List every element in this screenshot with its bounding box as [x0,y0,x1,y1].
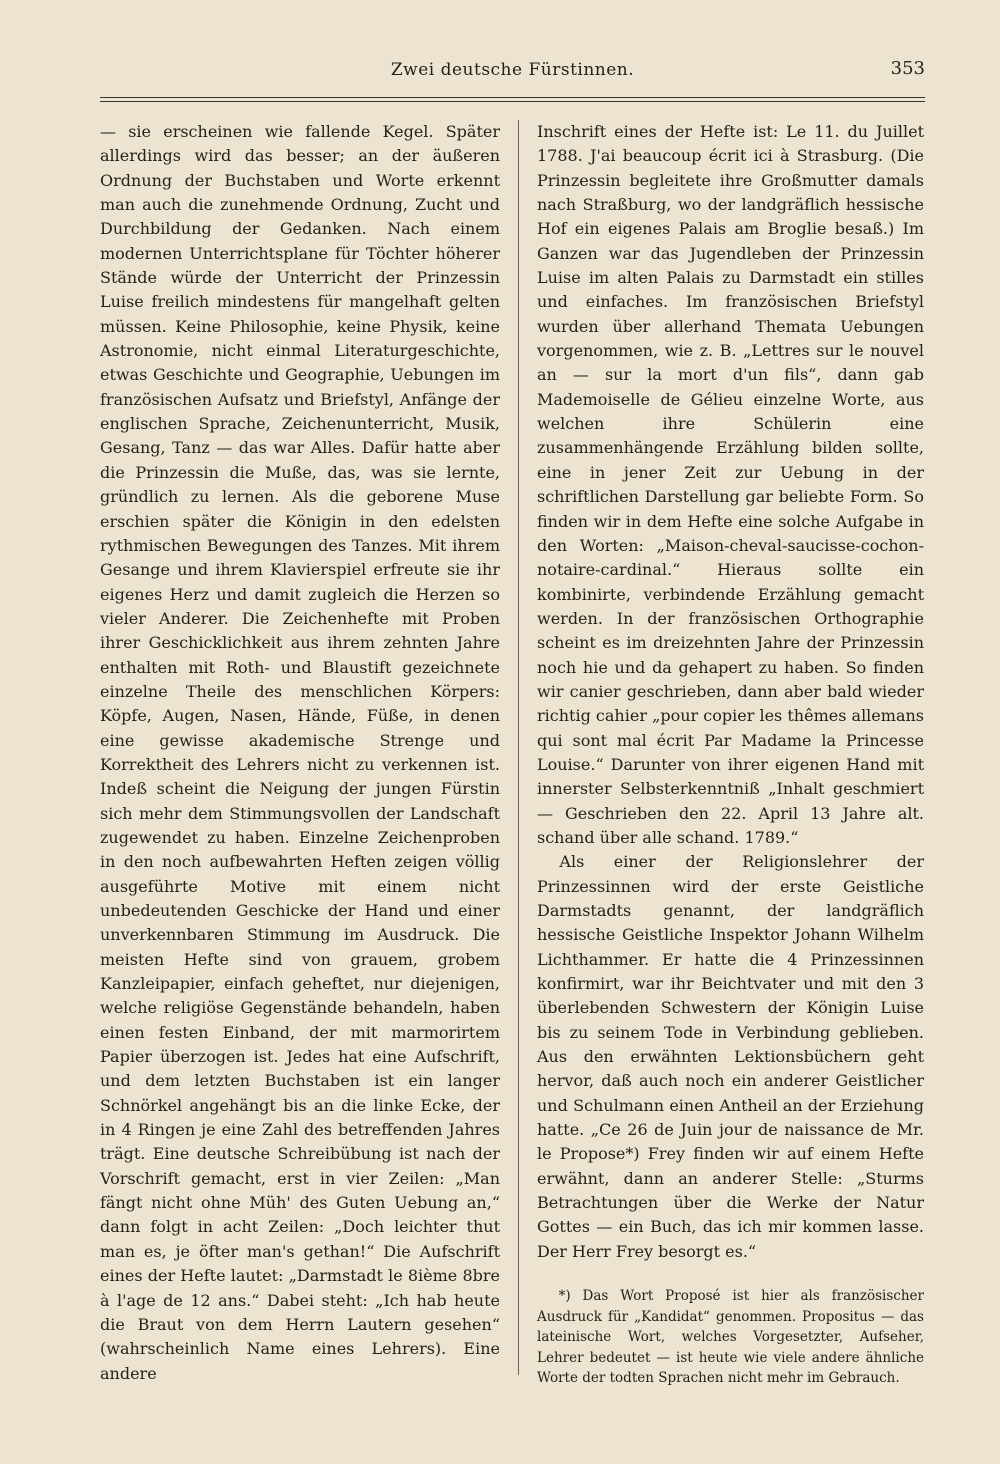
header-rule [100,97,925,102]
right-column [537,120,924,1389]
column-divider [518,120,519,1375]
right-paragraph-2: Als einer der Religionslehrer der Prinzessinnen wird der erste Geistliche Darmstadts genannt, der landgräflich hessische Geistliche Inspektor Johann Wilhelm Lichthammer. Er hatte die 4 Prinzessinnen konfirmirt, war ihr Beichtvater und mit den 3 überlebenden Schwestern der Königin Luise bis zu seinem Tode in Verbindung geblieben. Aus den erwähnten Lektionsbüchern geht hervor, daß auch noch ein anderer Geistlicher und Schulmann einen Antheil an der Erziehung hatte. „Ce 26 de Juin jour de naissance de Mr. le Propose*) Frey finden wir auf einem Hefte erwähnt, dann an anderer Stelle: „Sturms Betrachtungen über die Werke der Natur Gottes — ein Buch, das ich mir kommen lasse. Der Herr Frey besorgt es.“ [537,852,924,1261]
footnote: *) Das Wort Proposé ist hier als französischer Ausdruck für „Kandidat“ genommen. Propositus — das lateinische Wort, welches Vorgesetzter, Aufseher, Lehrer bedeutet — ist heute wie viele andere ähnliche Worte der todten Sprachen nicht mehr im Gebrauch. [537,1288,924,1387]
running-title: Zwei deutsche Fürstinnen. [390,60,635,80]
page-number: 353 [890,58,925,79]
left-paragraph: — sie erscheinen wie fallende Kegel. Später allerdings wird das besser; an der äußeren Ordnung der Buchstaben und Worte erkennt man auch die zunehmende Ordnung, Zucht und Durchbildung der Gedanken. Nach einem modernen Unterrichtsplane für Töchter höherer Stände würde der Unterricht der Prinzessin Luise freilich mindestens für mangelhaft gelten müssen. Keine Philosophie, keine Physik, keine Astronomie, nicht einmal Literaturgeschichte, etwas Geschichte und Geographie, Uebungen im französischen Aufsatz und Briefstyl, Anfänge der englischen Sprache, Zeichenunterricht, Musik, Gesang, Tanz — das war Alles. Dafür hatte aber die Prinzessin die Muße, das, was sie lernte, gründlich zu lernen. Als die geborene Muse erschien später die Königin in den edelsten rythmischen Bewegungen des Tanzes. Mit ihrem Gesange und ihrem Klavierspiel erfreute sie ihr eigenes Herz und damit zugleich die Herzen so vieler Anderer. Die Zeichenhefte mit Proben ihrer Geschicklichkeit aus ihrem zehnten Jahre enthalten mit Roth- und Blaustift gezeichnete einzelne Theile des menschlichen Körpers: Köpfe, Augen, Nasen, Hände, Füße, in denen eine gewisse akademische Strenge und Korrektheit des Lehrers nicht zu verkennen ist. Indeß scheint die Neigung der jungen Fürstin sich mehr dem Stimmungsvollen der Landschaft zugewendet zu haben. Einzelne Zeichenproben in den noch aufbewahrten Heften zeigen völlig ausgeführte Motive mit einem nicht unbedeutenden Geschicke der Hand und einer unverkennbaren Stimmung im Ausdruck. Die meisten Hefte sind von grauem, grobem Kanzleipapier, einfach geheftet, nur diejenigen, welche religiöse Gegenstände behandeln, haben einen festen Einband, der mit marmorirtem Papier überzogen ist. Jedes hat eine Aufschrift, und dem letzten Buchstaben ist ein langer Schnörkel angehängt bis an die linke Ecke, der in 4 Ringen je eine Zahl des betreffenden Jahres trägt. Eine deutsche Schreibübung ist nach der Vorschrift gemacht, erst in vier Zeilen: „Man fängt nicht ohne Müh' des Guten Uebung an,“ dann folgt in acht Zeilen: „Doch leichter thut man es, je öfter man's gethan!“ Die Aufschrift eines der Hefte lautet: „Darmstadt le 8ième 8bre à l'age de 12 ans.“ Dabei steht: „Ich hab heute die Braut von dem Herrn Lautern gesehen“ (wahrscheinlich Name eines Lehrers). Eine andere [100,122,500,1383]
right-paragraph-1: Inschrift eines der Hefte ist: Le 11. du Juillet 1788. J'ai beaucoup écrit ici à Strasburg. (Die Prinzessin begleitete ihre Großmutter damals nach Straßburg, wo der landgräflich hessische Hof ein eigenes Palais am Broglie besaß.) Im Ganzen war das Jugendleben der Prinzessin Luise im alten Palais zu Darmstadt ein stilles und einfaches. Im französischen Briefstyl wurden über allerhand Themata Uebungen vorgenommen, wie z. B. „Lettres sur le nouvel an — sur la mort d'un fils“, dann gab Mademoiselle de Gélieu einzelne Worte, aus welchen ihre Schülerin eine zusammenhängende Erzählung bilden sollte, eine in jener Zeit zur Uebung in der schriftlichen Darstellung gar beliebte Form. So finden wir in dem Hefte eine solche Aufgabe in den Worten: „Maison-cheval-saucisse-cochon-notaire-cardinal.“ Hieraus sollte ein kombinirte, verbindende Erzählung gemacht werden. In der französischen Orthographie scheint es im dreizehnten Jahre der Prinzessin noch hie und da gehapert zu haben. So finden wir canier geschrieben, dann aber bald wieder richtig cahier „pour copier les thêmes allemans qui sont mal écrit Par Madame la Princesse Louise.“ Darunter von ihrer eigenen Hand mit innerster Selbsterkenntniß „Inhalt geschmiert — Geschrieben den 22. April 13 Jahre alt. schand über alle schand. 1789.“ [537,122,924,847]
running-head [100,56,925,86]
left-column [100,120,500,1386]
